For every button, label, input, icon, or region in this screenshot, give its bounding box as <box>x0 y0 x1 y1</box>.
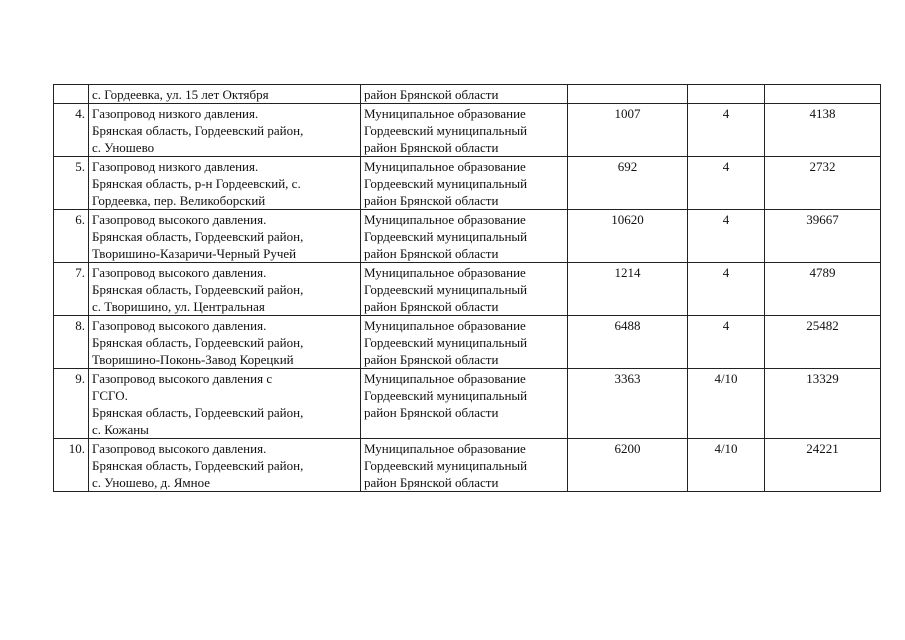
object-name-line: Творишино-Казаричи-Черный Ручей <box>92 246 297 261</box>
owner-cell <box>361 210 568 263</box>
table-row <box>54 104 881 157</box>
table-row <box>54 157 881 210</box>
row-number-cell: 10. <box>54 439 89 492</box>
owner-line: район Брянской области <box>364 475 499 490</box>
object-name-line: Брянская область, Гордеевский район, <box>92 123 304 138</box>
value-cell: 2732 <box>765 157 881 210</box>
owner-cell <box>361 316 568 369</box>
object-name-line: Брянская область, Гордеевский район, <box>92 405 304 420</box>
object-name-line: с. Уношево, д. Ямное <box>92 475 211 490</box>
table-row <box>54 316 881 369</box>
object-name-line: Газопровод высокого давления. <box>92 265 267 280</box>
owner-line: Муниципальное образование <box>364 159 526 174</box>
owner-line: район Брянской области <box>364 140 499 155</box>
object-name-cell <box>89 316 361 369</box>
object-name-line: Брянская область, р-н Гордеевский, с. <box>92 176 301 191</box>
owner-line: Гордеевский муниципальный <box>364 458 528 473</box>
diameter-cell: 4/10 <box>688 439 765 492</box>
value-cell: 39667 <box>765 210 881 263</box>
owner-line: Гордеевский муниципальный <box>364 123 528 138</box>
object-name-line: Брянская область, Гордеевский район, <box>92 335 304 350</box>
object-name-line: Гордеевка, пер. Великоборский <box>92 193 266 208</box>
owner-cell <box>361 263 568 316</box>
gas-pipeline-table <box>53 84 881 492</box>
length-cell: 10620 <box>568 210 688 263</box>
table-row <box>54 369 881 439</box>
object-name-line: Газопровод низкого давления. <box>92 159 259 174</box>
value-cell: 4138 <box>765 104 881 157</box>
object-name-line: Газопровод высокого давления. <box>92 212 267 227</box>
diameter-cell: 4 <box>688 263 765 316</box>
object-name-line: Газопровод высокого давления с <box>92 371 273 386</box>
table-row <box>54 85 881 104</box>
row-number-cell <box>54 85 89 104</box>
object-name-line: Брянская область, Гордеевский район, <box>92 282 304 297</box>
row-number-cell: 4. <box>54 104 89 157</box>
table-row <box>54 210 881 263</box>
row-number-cell: 9. <box>54 369 89 439</box>
object-name-cell <box>89 263 361 316</box>
row-number-cell: 6. <box>54 210 89 263</box>
table-row <box>54 263 881 316</box>
value-cell: 24221 <box>765 439 881 492</box>
owner-cell <box>361 85 568 104</box>
row-number-cell: 7. <box>54 263 89 316</box>
object-name-line: Брянская область, Гордеевский район, <box>92 229 304 244</box>
length-cell: 1214 <box>568 263 688 316</box>
owner-line: Гордеевский муниципальный <box>364 176 528 191</box>
object-name-cell <box>89 210 361 263</box>
table-body <box>54 85 881 492</box>
object-name-line: Газопровод низкого давления. <box>92 106 259 121</box>
owner-line: район Брянской области <box>364 87 499 102</box>
length-cell: 6200 <box>568 439 688 492</box>
object-name-cell <box>89 104 361 157</box>
diameter-cell: 4/10 <box>688 369 765 439</box>
object-name-cell <box>89 439 361 492</box>
owner-cell <box>361 157 568 210</box>
diameter-cell: 4 <box>688 210 765 263</box>
owner-line: Муниципальное образование <box>364 441 526 456</box>
object-name-cell <box>89 85 361 104</box>
owner-line: Муниципальное образование <box>364 265 526 280</box>
diameter-cell: 4 <box>688 157 765 210</box>
owner-line: район Брянской области <box>364 246 499 261</box>
row-number-cell: 5. <box>54 157 89 210</box>
diameter-cell: 4 <box>688 104 765 157</box>
object-name-line: Газопровод высокого давления. <box>92 318 267 333</box>
object-name-cell <box>89 369 361 439</box>
owner-line: Гордеевский муниципальный <box>364 229 528 244</box>
value-cell: 25482 <box>765 316 881 369</box>
owner-line: Гордеевский муниципальный <box>364 388 528 403</box>
owner-line: Гордеевский муниципальный <box>364 335 528 350</box>
owner-line: Муниципальное образование <box>364 371 526 386</box>
diameter-cell <box>688 85 765 104</box>
owner-cell <box>361 439 568 492</box>
object-name-line: ГСГО. <box>92 388 128 403</box>
owner-line: район Брянской области <box>364 193 499 208</box>
owner-line: Муниципальное образование <box>364 212 526 227</box>
table-row <box>54 439 881 492</box>
owner-line: Муниципальное образование <box>364 318 526 333</box>
length-cell: 3363 <box>568 369 688 439</box>
object-name-cell <box>89 157 361 210</box>
object-name-line: Газопровод высокого давления. <box>92 441 267 456</box>
owner-line: район Брянской области <box>364 352 499 367</box>
value-cell <box>765 85 881 104</box>
owner-cell <box>361 369 568 439</box>
length-cell <box>568 85 688 104</box>
object-name-line: Творишино-Поконь-Завод Корецкий <box>92 352 294 367</box>
owner-line: Муниципальное образование <box>364 106 526 121</box>
object-name-line: с. Гордеевка, ул. 15 лет Октября <box>92 87 269 102</box>
row-number-cell: 8. <box>54 316 89 369</box>
owner-line: район Брянской области <box>364 405 499 420</box>
value-cell: 4789 <box>765 263 881 316</box>
value-cell: 13329 <box>765 369 881 439</box>
length-cell: 6488 <box>568 316 688 369</box>
diameter-cell: 4 <box>688 316 765 369</box>
owner-line: район Брянской области <box>364 299 499 314</box>
length-cell: 692 <box>568 157 688 210</box>
object-name-line: с. Уношево <box>92 140 155 155</box>
object-name-line: с. Творишино, ул. Центральная <box>92 299 265 314</box>
owner-line: Гордеевский муниципальный <box>364 282 528 297</box>
document-page <box>53 84 880 492</box>
object-name-line: с. Кожаны <box>92 422 149 437</box>
object-name-line: Брянская область, Гордеевский район, <box>92 458 304 473</box>
length-cell: 1007 <box>568 104 688 157</box>
owner-cell <box>361 104 568 157</box>
